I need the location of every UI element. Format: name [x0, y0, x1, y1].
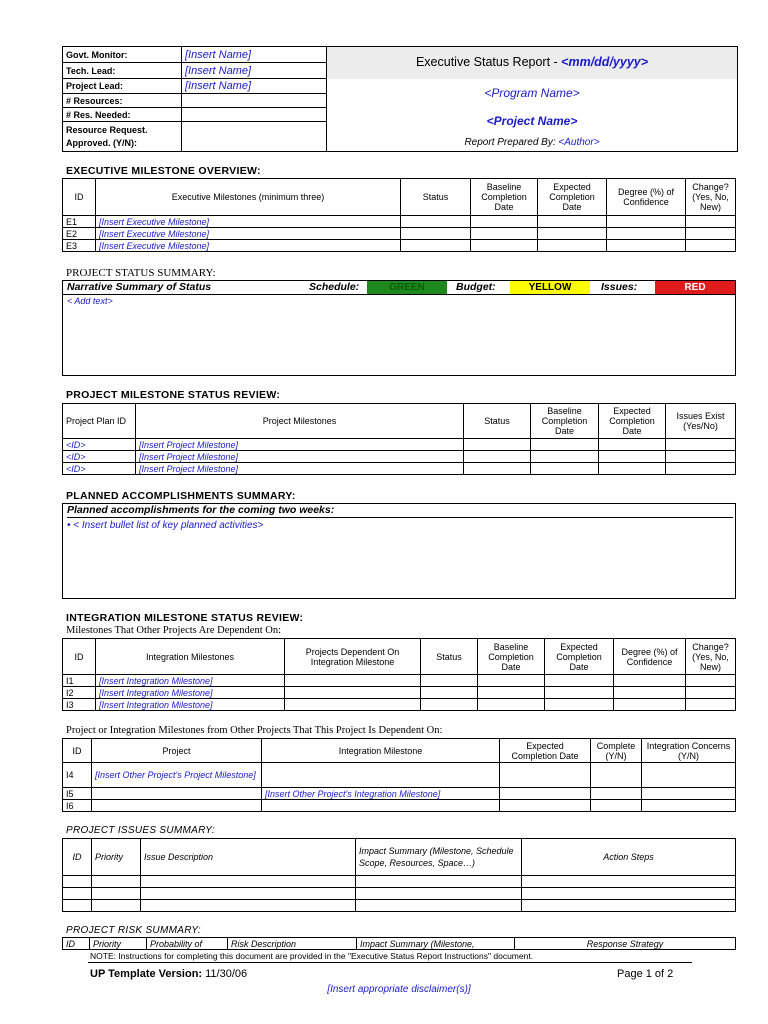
- label-res-needed: # Res. Needed:: [63, 108, 182, 122]
- planned-subtitle: Planned accomplishments for the coming two weeks:: [67, 504, 733, 518]
- row-id: I3: [63, 699, 96, 711]
- row-milestone[interactable]: [Insert Executive Milestone]: [96, 240, 401, 252]
- col-integration-milestones: Integration Milestones: [96, 639, 285, 675]
- author[interactable]: <Author>: [558, 137, 600, 148]
- cell-confidence[interactable]: [614, 675, 686, 687]
- prepared-by: [327, 137, 737, 148]
- col-issue-description: Issue Description: [141, 839, 356, 876]
- col-risk-description: Risk Description: [228, 938, 357, 950]
- cell-confidence[interactable]: [607, 216, 686, 228]
- exec-milestones-title: EXECUTIVE MILESTONE OVERVIEW:: [66, 165, 261, 177]
- schedule-status-badge: GREEN: [367, 281, 447, 294]
- cell-expected[interactable]: [500, 763, 591, 788]
- budget-status-badge: YELLOW: [510, 281, 590, 294]
- col-exec-milestones: Executive Milestones (minimum three): [96, 179, 401, 216]
- row-id: I4: [63, 763, 92, 788]
- table-row: [63, 800, 736, 812]
- cell-change[interactable]: [686, 675, 736, 687]
- cell-baseline[interactable]: [471, 228, 538, 240]
- issues-label: Issues:: [601, 281, 638, 293]
- cell-id[interactable]: [63, 876, 92, 888]
- planned-bullet-item[interactable]: [67, 520, 263, 531]
- col-integration-milestone: Integration Milestone: [262, 739, 500, 763]
- footer-note: NOTE: Instructions for completing this document are provided in the "Executive Status Report Instructions" document.: [90, 951, 534, 961]
- label-project-lead: Project Lead:: [63, 79, 182, 94]
- col-expected: Expected Completion Date: [599, 404, 666, 439]
- col-priority: Priority: [90, 938, 147, 950]
- value-resources[interactable]: [182, 94, 327, 108]
- footer-rule: [88, 962, 692, 963]
- cell-issues[interactable]: [666, 451, 736, 463]
- col-confidence: Degree (%) of Confidence: [607, 179, 686, 216]
- row-project[interactable]: [92, 788, 262, 800]
- integration-subtitle-1: Milestones That Other Projects Are Dependent On:: [66, 625, 282, 636]
- row-project[interactable]: [92, 800, 262, 812]
- cell-change[interactable]: [686, 240, 736, 252]
- disclaimer[interactable]: [Insert appropriate disclaimer(s)]: [327, 984, 471, 995]
- cell-status[interactable]: [401, 240, 471, 252]
- risks-title: PROJECT RISK SUMMARY:: [66, 925, 202, 936]
- row-id: I2: [63, 687, 96, 699]
- cell-status[interactable]: [401, 228, 471, 240]
- report-date[interactable]: <mm/dd/yyyy>: [561, 55, 649, 69]
- cell-expected[interactable]: [599, 463, 666, 475]
- cell-change[interactable]: [686, 687, 736, 699]
- value-tech-lead[interactable]: [Insert Name]: [182, 63, 327, 79]
- cell-complete[interactable]: [591, 788, 642, 800]
- col-change: Change? (Yes, No, New): [686, 639, 736, 675]
- row-id: E1: [63, 216, 96, 228]
- col-id: ID: [63, 839, 92, 876]
- table-row: [63, 228, 736, 240]
- schedule-label: Schedule:: [309, 281, 360, 293]
- cell-id[interactable]: [63, 900, 92, 912]
- col-project-milestones: Project Milestones: [136, 404, 464, 439]
- col-baseline: Baseline Completion Date: [531, 404, 599, 439]
- table-row: [63, 675, 736, 687]
- cell-priority[interactable]: [92, 900, 141, 912]
- col-id: ID: [63, 938, 90, 950]
- cell-status[interactable]: [421, 675, 478, 687]
- value-resource-request[interactable]: [182, 122, 327, 152]
- integration-title: INTEGRATION MILESTONE STATUS REVIEW:: [66, 612, 304, 624]
- table-row: [63, 788, 736, 800]
- issues-status-badge: RED: [655, 281, 735, 294]
- cell-change[interactable]: [686, 228, 736, 240]
- col-id: ID: [63, 179, 96, 216]
- row-milestone[interactable]: [Insert Integration Milestone]: [96, 687, 285, 699]
- cell-baseline[interactable]: [531, 463, 599, 475]
- table-row: [63, 439, 736, 451]
- cell-expected[interactable]: [599, 439, 666, 451]
- cell-status[interactable]: [401, 216, 471, 228]
- col-baseline: Baseline Completion Date: [478, 639, 545, 675]
- cell-baseline[interactable]: [531, 451, 599, 463]
- project-name[interactable]: <Project Name>: [486, 114, 578, 128]
- cell-baseline[interactable]: [478, 687, 545, 699]
- narrative-text[interactable]: < Add text>: [67, 296, 113, 306]
- row-id[interactable]: <ID>: [63, 439, 136, 451]
- cell-expected[interactable]: [538, 228, 607, 240]
- table-row: [63, 876, 736, 888]
- cell-expected[interactable]: [545, 687, 614, 699]
- row-id: I6: [63, 800, 92, 812]
- col-expected: Expected Completion Date: [538, 179, 607, 216]
- col-confidence: Degree (%) of Confidence: [614, 639, 686, 675]
- project-milestones-table: [62, 403, 736, 475]
- cell-priority[interactable]: [92, 888, 141, 900]
- cell-dependent[interactable]: [285, 675, 421, 687]
- cell-expected[interactable]: [545, 675, 614, 687]
- issues-title: PROJECT ISSUES SUMMARY:: [66, 825, 215, 836]
- table-row: [63, 763, 736, 788]
- integration-table-1: [62, 638, 736, 711]
- col-id: ID: [63, 739, 92, 763]
- table-row: [63, 900, 736, 912]
- col-id: ID: [63, 639, 96, 675]
- col-probability: Probability of: [147, 938, 228, 950]
- row-milestone[interactable]: [Insert Executive Milestone]: [96, 216, 401, 228]
- cell-expected[interactable]: [545, 699, 614, 711]
- value-project-lead[interactable]: [Insert Name]: [182, 79, 327, 94]
- bullet-icon: •: [67, 520, 74, 531]
- cell-description[interactable]: [141, 876, 356, 888]
- row-milestone[interactable]: [Insert Executive Milestone]: [96, 228, 401, 240]
- row-id[interactable]: <ID>: [63, 451, 136, 463]
- row-milestone[interactable]: [262, 800, 500, 812]
- planned-title: PLANNED ACCOMPLISHMENTS SUMMARY:: [66, 490, 296, 502]
- status-summary-box: [62, 280, 736, 376]
- cell-status[interactable]: [464, 451, 531, 463]
- report-title-prefix: Executive Status Report -: [415, 55, 562, 69]
- header-block: [62, 46, 738, 152]
- cell-status[interactable]: [464, 439, 531, 451]
- cell-change[interactable]: [686, 216, 736, 228]
- label-resources: # Resources:: [63, 94, 182, 108]
- cell-impact[interactable]: [356, 888, 522, 900]
- col-expected: Expected Completion Date: [545, 639, 614, 675]
- col-concerns: Integration Concerns (Y/N): [642, 739, 736, 763]
- table-row: [63, 240, 736, 252]
- col-plan-id: Project Plan ID: [63, 404, 136, 439]
- template-version-label: UP Template Version:: [90, 968, 203, 980]
- row-id[interactable]: <ID>: [63, 463, 136, 475]
- cell-confidence[interactable]: [607, 228, 686, 240]
- col-status: Status: [421, 639, 478, 675]
- row-id: E3: [63, 240, 96, 252]
- cell-confidence[interactable]: [607, 240, 686, 252]
- header-fields-table: [62, 46, 327, 152]
- row-id: I5: [63, 788, 92, 800]
- row-milestone[interactable]: [Insert Integration Milestone]: [96, 699, 285, 711]
- cell-status[interactable]: [421, 687, 478, 699]
- cell-status[interactable]: [464, 463, 531, 475]
- cell-issues[interactable]: [666, 463, 736, 475]
- project-milestones-title: PROJECT MILESTONE STATUS REVIEW:: [66, 389, 281, 401]
- col-impact-summary: Impact Summary (Milestone,: [357, 938, 515, 950]
- risks-table: [62, 937, 736, 950]
- row-id: I1: [63, 675, 96, 687]
- col-impact-summary: Impact Summary (Milestone, Schedule Scope, Resources, Space…): [356, 839, 522, 876]
- label-govt-monitor: Govt. Monitor:: [63, 47, 182, 63]
- cell-issues[interactable]: [666, 439, 736, 451]
- table-row: [63, 687, 736, 699]
- value-govt-monitor[interactable]: [Insert Name]: [182, 47, 327, 63]
- row-milestone[interactable]: [Insert Other Project's Integration Milestone]: [262, 788, 500, 800]
- col-project: Project: [92, 739, 262, 763]
- cell-baseline[interactable]: [471, 216, 538, 228]
- col-complete: Complete (Y/N): [591, 739, 642, 763]
- col-action-steps: Action Steps: [522, 839, 736, 876]
- cell-action[interactable]: [522, 888, 736, 900]
- value-res-needed[interactable]: [182, 108, 327, 122]
- cell-priority[interactable]: [92, 876, 141, 888]
- row-milestone[interactable]: [Insert Project Milestone]: [136, 439, 464, 451]
- cell-action[interactable]: [522, 900, 736, 912]
- cell-expected[interactable]: [599, 451, 666, 463]
- row-id: E2: [63, 228, 96, 240]
- cell-impact[interactable]: [356, 876, 522, 888]
- cell-dependent[interactable]: [285, 687, 421, 699]
- row-milestone[interactable]: [262, 763, 500, 788]
- cell-concerns[interactable]: [642, 788, 736, 800]
- row-milestone[interactable]: [Insert Integration Milestone]: [96, 675, 285, 687]
- integration-subtitle-2: Project or Integration Milestones from Other Projects That This Project Is Dependent On:: [66, 725, 443, 736]
- cell-status[interactable]: [421, 699, 478, 711]
- status-summary-title: PROJECT STATUS SUMMARY:: [66, 267, 216, 279]
- cell-expected[interactable]: [538, 240, 607, 252]
- integration-table-2: [62, 738, 736, 812]
- planned-box: [62, 503, 736, 599]
- col-status: Status: [401, 179, 471, 216]
- cell-expected[interactable]: [500, 788, 591, 800]
- col-expected: Expected Completion Date: [500, 739, 591, 763]
- cell-baseline[interactable]: [478, 675, 545, 687]
- cell-expected[interactable]: [538, 216, 607, 228]
- exec-milestones-table: [62, 178, 736, 252]
- cell-change[interactable]: [686, 699, 736, 711]
- cell-complete[interactable]: [591, 763, 642, 788]
- template-version: [90, 968, 247, 980]
- cell-concerns[interactable]: [642, 763, 736, 788]
- cell-action[interactable]: [522, 876, 736, 888]
- col-status: Status: [464, 404, 531, 439]
- program-name[interactable]: <Program Name>: [484, 86, 580, 100]
- col-dependent-projects: Projects Dependent On Integration Milestone: [285, 639, 421, 675]
- cell-baseline[interactable]: [531, 439, 599, 451]
- col-response-strategy: Response Strategy: [515, 938, 736, 950]
- cell-baseline[interactable]: [478, 699, 545, 711]
- narrative-label: Narrative Summary of Status: [67, 281, 212, 293]
- cell-baseline[interactable]: [471, 240, 538, 252]
- col-baseline: Baseline Completion Date: [471, 179, 538, 216]
- cell-id[interactable]: [63, 888, 92, 900]
- col-issues-exist: Issues Exist (Yes/No): [666, 404, 736, 439]
- planned-bullet-text: < Insert bullet list of key planned activities>: [73, 520, 264, 531]
- issues-table: [62, 838, 736, 912]
- cell-concerns[interactable]: [642, 800, 736, 812]
- report-title: [327, 55, 737, 69]
- row-milestone[interactable]: [Insert Project Milestone]: [136, 463, 464, 475]
- table-row: [63, 451, 736, 463]
- cell-confidence[interactable]: [614, 687, 686, 699]
- col-priority: Priority: [92, 839, 141, 876]
- table-row: [63, 888, 736, 900]
- cell-confidence[interactable]: [614, 699, 686, 711]
- label-tech-lead: Tech. Lead:: [63, 63, 182, 79]
- table-row: [63, 699, 736, 711]
- table-row: [63, 216, 736, 228]
- page-number: Page 1 of 2: [617, 968, 674, 980]
- table-row: [63, 463, 736, 475]
- template-version-value: 11/30/06: [202, 968, 248, 980]
- cell-expected[interactable]: [500, 800, 591, 812]
- label-resource-request: Resource Request. Approved. (Y/N):: [63, 122, 182, 152]
- row-project[interactable]: [Insert Other Project's Project Milestone]: [92, 763, 262, 788]
- prepared-by-label: Report Prepared By:: [464, 137, 559, 148]
- budget-label: Budget:: [456, 281, 496, 293]
- cell-dependent[interactable]: [285, 699, 421, 711]
- cell-impact[interactable]: [356, 900, 522, 912]
- cell-complete[interactable]: [591, 800, 642, 812]
- cell-description[interactable]: [141, 888, 356, 900]
- cell-description[interactable]: [141, 900, 356, 912]
- col-change: Change? (Yes, No, New): [686, 179, 736, 216]
- row-milestone[interactable]: [Insert Project Milestone]: [136, 451, 464, 463]
